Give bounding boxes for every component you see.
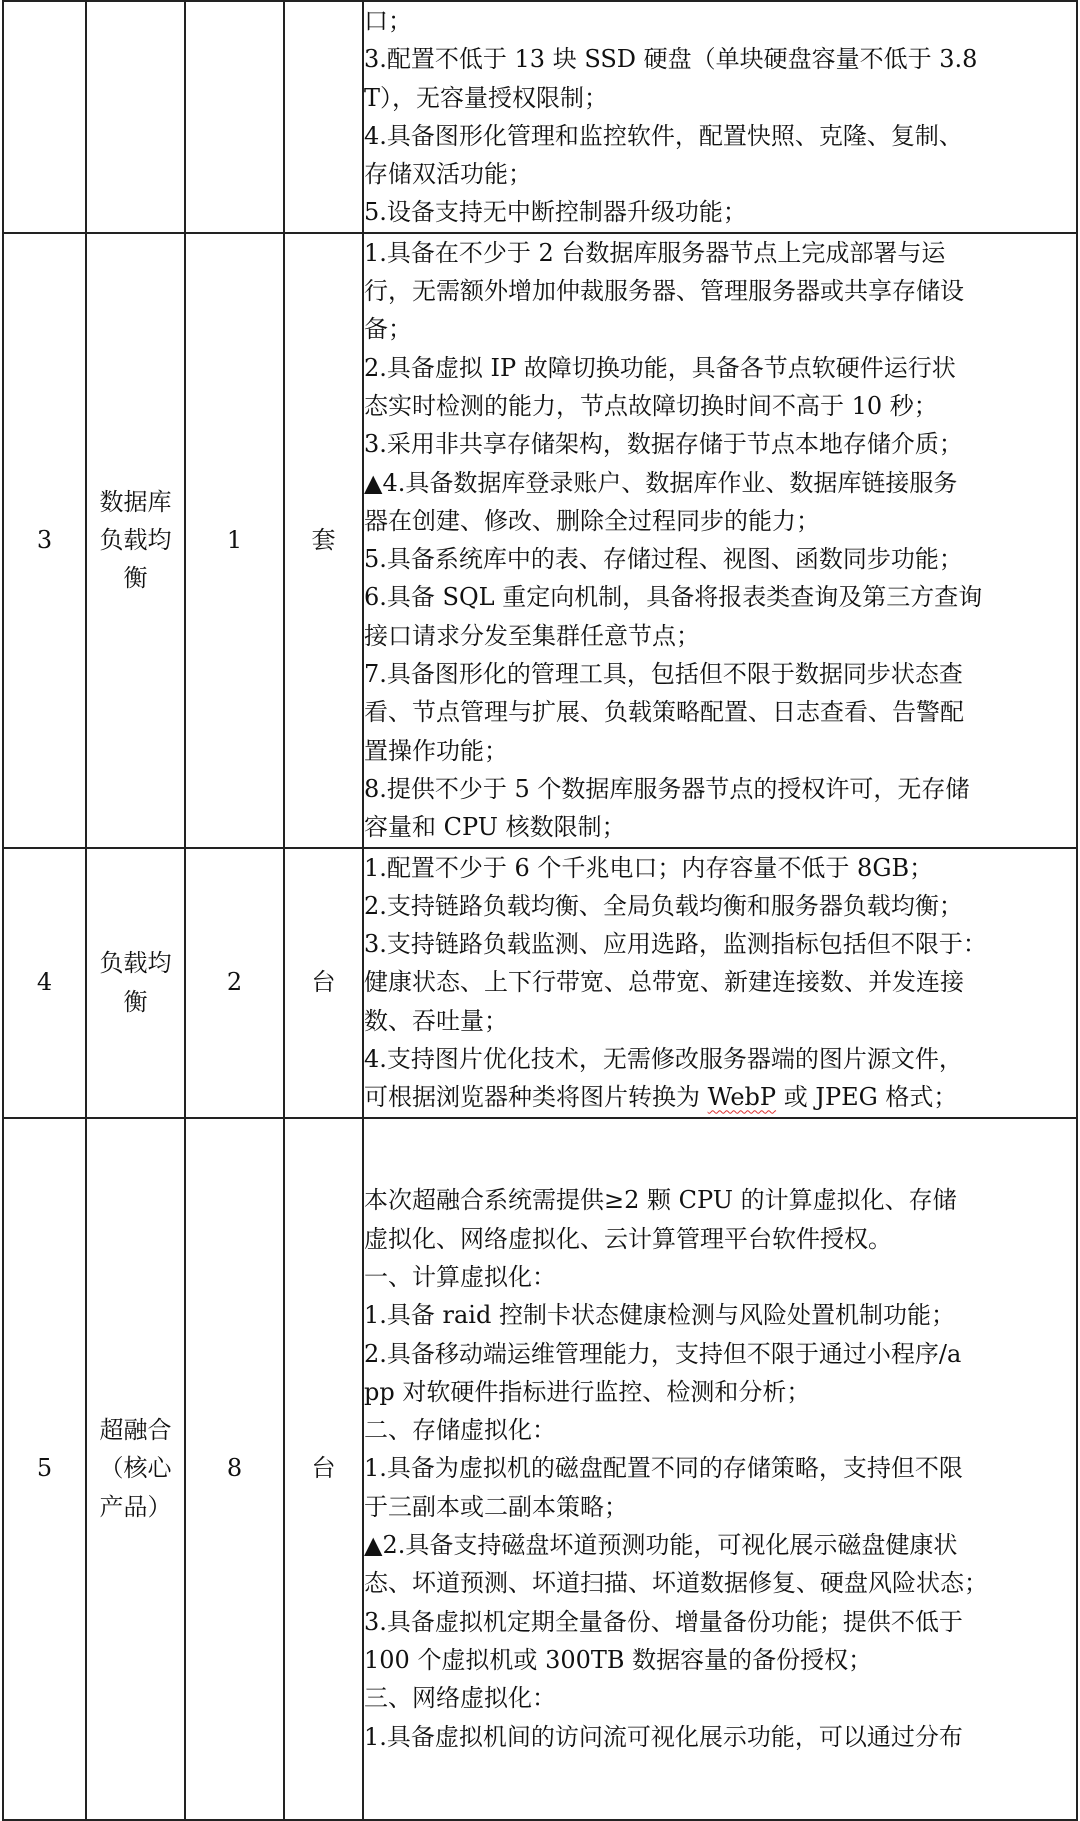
row-number-cell: 3 <box>3 233 86 848</box>
quantity-cell: 2 <box>185 848 284 1118</box>
spec-line: pp 对软硬件指标进行监控、检测和分析； <box>364 1377 811 1406</box>
item-name-line: （核心 <box>99 1454 172 1483</box>
spec-cell <box>363 1 1077 233</box>
unit-cell: 套 <box>284 233 363 848</box>
quantity-cell <box>185 1 284 233</box>
item-name-line: 产品） <box>99 1492 172 1521</box>
spec-line: 6.具备 SQL 重定向机制，具备将报表类查询及第三方查询 <box>364 583 983 612</box>
spec-line <box>364 1078 1076 1116</box>
spec-text: 可根据浏览器种类将图片转换为 <box>364 1083 708 1112</box>
spec-line: 3.采用非共享存储架构，数据存储于节点本地存储介质； <box>364 430 963 459</box>
spec-line: 5.设备支持无中断控制器升级功能； <box>364 198 747 227</box>
spec-line: 1.具备 raid 控制卡状态健康检测与风险处置机制功能； <box>364 1301 955 1330</box>
spec-line: 存储双活功能； <box>364 160 532 189</box>
spec-line: 3.支持链路负载监测、应用选路，监测指标包括但不限于： <box>364 930 987 959</box>
spec-line: 100 个虚拟机或 300TB 数据容量的备份授权； <box>364 1645 873 1674</box>
spec-line: 1.具备虚拟机间的访问流可视化展示功能，可以通过分布 <box>364 1722 963 1751</box>
spec-line: 行，无需额外增加仲裁服务器、管理服务器或共享存储设 <box>364 277 964 306</box>
row-number-cell: 4 <box>3 848 86 1118</box>
table-row <box>3 233 1077 848</box>
item-name-cell <box>86 233 185 848</box>
spec-line: 1.具备为虚拟机的磁盘配置不同的存储策略，支持但不限 <box>364 1454 963 1483</box>
item-name-line: 衡 <box>123 564 148 593</box>
spec-line: 态实时检测的能力，节点故障切换时间不高于 10 秒； <box>364 391 938 420</box>
spec-line: 7.具备图形化的管理工具，包括但不限于数据同步状态查 <box>364 660 963 689</box>
item-name-line: 衡 <box>123 987 148 1016</box>
spec-line: 5.具备系统库中的表、存储过程、视图、函数同步功能； <box>364 545 963 574</box>
item-name-cell <box>86 1 185 233</box>
spec-line: 数、吞吐量； <box>364 1006 508 1035</box>
spec-text: 或 JPEG 格式； <box>776 1083 958 1112</box>
item-name-cell <box>86 848 185 1118</box>
spec-line: 三、网络虚拟化： <box>364 1684 556 1713</box>
quantity-cell: 8 <box>185 1118 284 1820</box>
spec-line: 虚拟化、网络虚拟化、云计算管理平台软件授权。 <box>364 1224 892 1253</box>
spellcheck-marked-word: WebP <box>707 1083 777 1112</box>
spec-line: 本次超融合系统需提供≥2 颗 CPU 的计算虚拟化、存储 <box>364 1186 957 1215</box>
spec-line: 器在创建、修改、删除全过程同步的能力； <box>364 506 820 535</box>
unit-cell: 台 <box>284 848 363 1118</box>
spec-line: 态、坏道预测、坏道扫描、坏道数据修复、硬盘风险状态； <box>364 1569 988 1598</box>
spec-line: 2.具备虚拟 IP 故障切换功能，具备各节点软硬件运行状 <box>364 353 956 382</box>
unit-cell: 台 <box>284 1118 363 1820</box>
spec-cell <box>363 848 1077 1118</box>
item-name-cell <box>86 1118 185 1820</box>
spec-line: 容量和 CPU 核数限制； <box>364 813 626 842</box>
table-row <box>3 1118 1077 1820</box>
item-name-line: 负载均 <box>99 949 172 978</box>
spec-line: 3.配置不低于 13 块 SSD 硬盘（单块硬盘容量不低于 3.8 <box>364 45 978 74</box>
spec-cell <box>363 233 1077 848</box>
spec-line: ▲2.具备支持磁盘坏道预测功能，可视化展示磁盘健康状 <box>364 1531 958 1560</box>
table-row <box>3 848 1077 1118</box>
spec-line: 1.具备在不少于 2 台数据库服务器节点上完成部署与运 <box>364 238 946 267</box>
item-name-line: 数据库 <box>99 487 172 516</box>
spec-line: 二、存储虚拟化： <box>364 1416 556 1445</box>
spec-line: 1.配置不少于 6 个千兆电口；内存容量不低于 8GB； <box>364 853 934 882</box>
item-name-line: 超融合 <box>99 1416 172 1445</box>
spec-line: 3.具备虚拟机定期全量备份、增量备份功能；提供不低于 <box>364 1607 963 1636</box>
spec-line: 于三副本或二副本策略； <box>364 1492 628 1521</box>
spec-line: 看、节点管理与扩展、负载策略配置、日志查看、告警配 <box>364 698 964 727</box>
spec-line: 4.支持图片优化技术，无需修改服务器端的图片源文件， <box>364 1045 963 1074</box>
item-name-line: 负载均 <box>99 526 172 554</box>
spec-line: 2.支持链路负载均衡、全局负载均衡和服务器负载均衡； <box>364 891 963 920</box>
spec-line: 口； <box>364 7 412 35</box>
table-row <box>3 1 1077 233</box>
row-number-cell <box>3 1 86 233</box>
quantity-cell: 1 <box>185 233 284 848</box>
spec-line: 8.提供不少于 5 个数据库服务器节点的授权许可，无存储 <box>364 774 970 803</box>
spec-line: 备； <box>364 315 412 344</box>
spec-line: 一、计算虚拟化： <box>364 1262 556 1291</box>
unit-cell <box>284 1 363 233</box>
spec-line: 2.具备移动端运维管理能力，支持但不限于通过小程序/a <box>364 1339 962 1368</box>
spec-line: 置操作功能； <box>364 736 508 765</box>
spec-line: ▲4.具备数据库登录账户、数据库作业、数据库链接服务 <box>364 468 958 497</box>
spec-line: T），无容量授权限制； <box>364 83 609 112</box>
row-number-cell: 5 <box>3 1118 86 1820</box>
equipment-spec-table <box>2 0 1078 1821</box>
spec-cell <box>363 1118 1077 1820</box>
spec-line: 接口请求分发至集群任意节点； <box>364 621 700 650</box>
spec-line: 健康状态、上下行带宽、总带宽、新建连接数、并发连接 <box>364 968 964 997</box>
spec-line: 4.具备图形化管理和监控软件，配置快照、克隆、复制、 <box>364 121 963 150</box>
